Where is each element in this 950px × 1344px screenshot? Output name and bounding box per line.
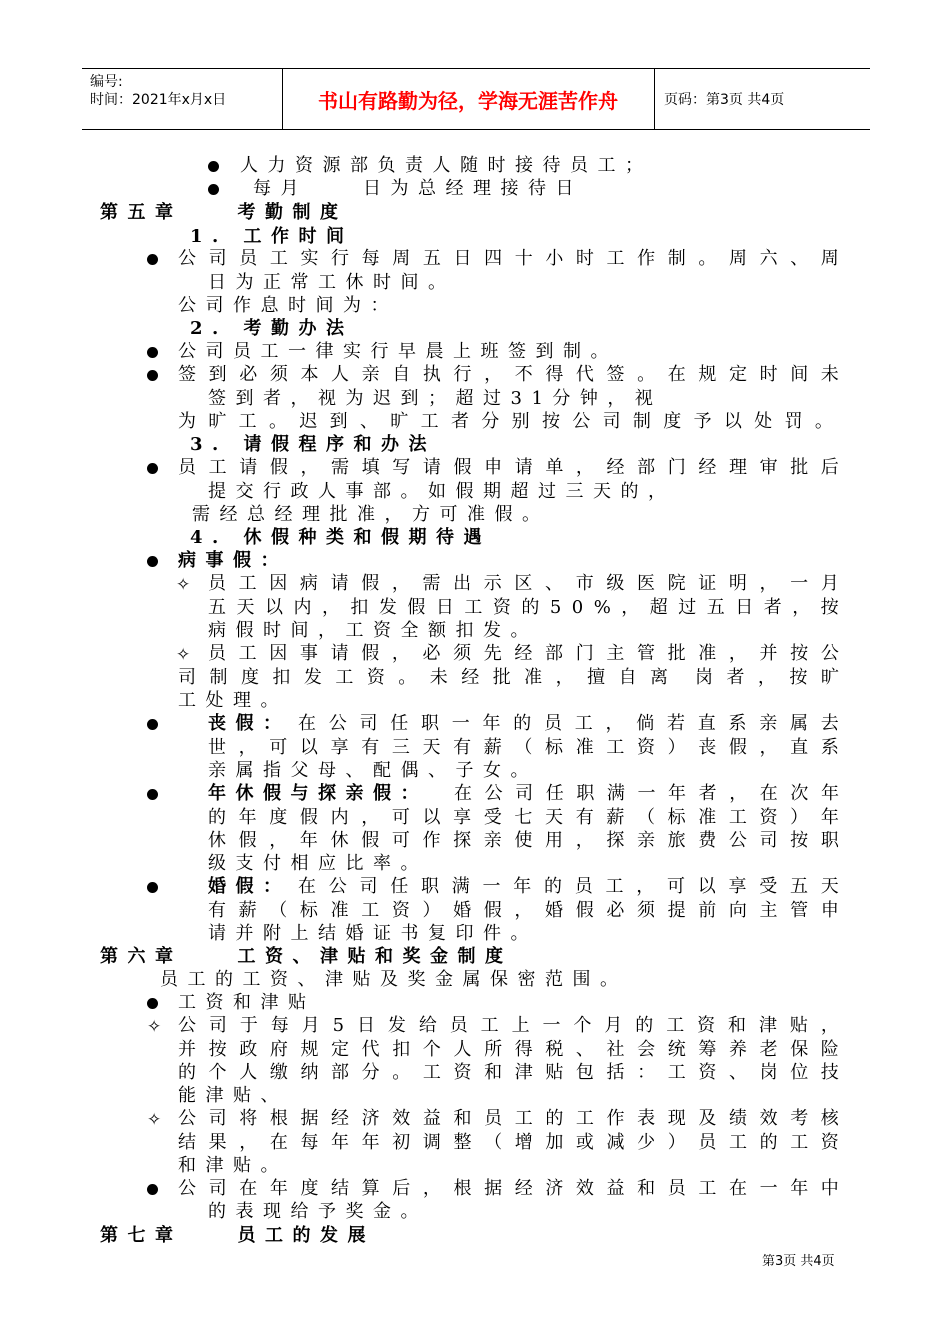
bullet-icon [208, 156, 219, 178]
header-meta [90, 73, 226, 109]
header-divider [654, 69, 655, 129]
text-line: 结 果 ， 在 每 年 年 初 调 整 （ 增 加 或 减 少 ） 员 工 的 工 资 [178, 1132, 839, 1153]
term-label: 年休假与探亲假： [208, 783, 428, 804]
text-line: 病事假： [178, 550, 288, 571]
section-heading: 4. 休假种类和假期待遇 [190, 527, 492, 548]
text-line: 和津贴。 [178, 1155, 288, 1176]
text-line: 人力资源部负责人随时接待员工； [240, 155, 653, 176]
section-heading: 3. 请假程序和办法 [190, 434, 437, 455]
text-line: 病假时间，工资全额扣发。 [208, 620, 538, 641]
bullet-icon [147, 342, 158, 364]
bullet-icon [147, 249, 158, 271]
diamond-star-icon: ✧ [147, 1017, 162, 1037]
text-line: 请并附上结婚证书复印件。 [208, 923, 538, 944]
text-line: 员 工 因 事 请 假 ， 必 须 先 经 部 门 主 管 批 准 ， 并 按 公 [208, 643, 839, 664]
text-line: 公 司 在 年 度 结 算 后 ， 根 据 经 济 效 益 和 员 工 在 一 年 中 [178, 1178, 839, 1199]
text-line: 公 司 员 工 实 行 每 周 五 日 四 十 小 时 工 作 制 。 周 六 、 周 [178, 248, 839, 269]
text-line: 亲属指父母、配偶、子女。 [208, 760, 538, 781]
bullet-icon [147, 458, 158, 480]
number-label: 编号: [90, 74, 123, 90]
text-line: 的 个 人 缴 纳 部 分 。 工 资 和 津 贴 包 括 ： 工 资 、 岗 位 技 [178, 1062, 839, 1083]
section-heading: 2. 考勤办法 [190, 318, 354, 339]
text-line: 级支付相应比率。 [208, 853, 428, 874]
diamond-star-icon: ✧ [147, 1110, 162, 1130]
bullet-icon [147, 365, 158, 387]
text-line: 在 公 司 任 职 满 一 年 的 员 工 ， 可 以 享 受 五 天 [298, 876, 839, 897]
chapter-heading: 第五章 考勤制度 [100, 202, 348, 223]
text-line: 公司员工一律实行早晨上班签到制。 [178, 341, 618, 362]
text-line: 并 按 政 府 规 定 代 扣 个 人 所 得 税 、 社 会 统 筹 养 老 保 险 [178, 1039, 839, 1060]
header-page-label: 页码：第3页 共4页 [664, 92, 785, 108]
text-line: 工处理。 [178, 690, 288, 711]
text-line: 休 假 ， 年 休 假 可 作 探 亲 使 用 ， 探 亲 旅 费 公 司 按 职 [208, 830, 839, 851]
text-line: 员工的工资、津贴及奖金属保密范围。 [160, 969, 628, 990]
text-line: 日为正常工休时间。 [208, 272, 456, 293]
text-line: 每月 日为总经理接待日 [253, 178, 583, 199]
term-label: 婚假： [208, 876, 291, 897]
text-line: 在 公 司 任 职 一 年 的 员 工 ， 倘 若 直 系 亲 属 去 [298, 713, 839, 734]
text-line: 的 年 度 假 内 ， 可 以 享 受 七 天 有 薪 （ 标 准 工 资 ） 年 [208, 807, 839, 828]
text-line: 公 司 于 每 月 5 日 发 给 员 工 上 一 个 月 的 工 资 和 津 贴 ， [178, 1015, 839, 1036]
bullet-icon [147, 784, 158, 806]
bullet-icon [208, 179, 219, 201]
text-line: 有 薪 （ 标 准 工 资 ） 婚 假 ， 婚 假 必 须 提 前 向 主 管 申 [208, 900, 839, 921]
text-line: 公司作息时间为： [178, 295, 398, 316]
bullet-icon [147, 551, 158, 573]
text-line: 能津贴、 [178, 1085, 288, 1106]
term-label: 丧假： [208, 713, 291, 734]
text-line: 员 工 因 病 请 假 ， 需 出 示 区 、 市 级 医 院 证 明 ， 一 月 [208, 573, 839, 594]
text-line: 在 公 司 任 职 满 一 年 者 ， 在 次 年 [454, 783, 839, 804]
text-line: 司 制 度 扣 发 工 资 。 未 经 批 准 ， 擅 自 离 岗 者 ， 按 旷 [178, 667, 839, 688]
page-header [82, 68, 870, 130]
text-line: 工资和津贴 [178, 992, 316, 1013]
text-line: 公 司 将 根 据 经 济 效 益 和 员 工 的 工 作 表 现 及 绩 效 考 核 [178, 1108, 839, 1129]
text-line: 签到者，视为迟到；超过31分钟，视 [208, 388, 663, 409]
diamond-star-icon: ✧ [176, 645, 191, 665]
header-motto: 书山有路勤为径，学海无涯苦作舟 [318, 89, 618, 113]
diamond-star-icon: ✧ [176, 575, 191, 595]
bullet-icon [147, 714, 158, 736]
text-line: 签 到 必 须 本 人 亲 自 执 行 ， 不 得 代 签 。 在 规 定 时 间 未 [178, 364, 839, 385]
text-line: 的表现给予奖金。 [208, 1201, 428, 1222]
bullet-icon [147, 877, 158, 899]
time-label: 时间：2021年x月x日 [90, 92, 227, 108]
text-line: 员 工 请 假 ， 需 填 写 请 假 申 请 单 ， 经 部 门 经 理 审 批 后 [178, 457, 839, 478]
text-line: 提交行政人事部。如假期超过三天的， [208, 481, 676, 502]
bullet-icon [147, 1179, 158, 1201]
chapter-heading: 第七章 员工的发展 [100, 1225, 375, 1246]
page-footer: 第3页 共4页 [762, 1254, 835, 1269]
section-heading: 1. 工作时间 [190, 226, 354, 247]
text-line: 需经总经理批准，方可准假。 [192, 504, 550, 525]
chapter-heading: 第六章 工资、津贴和奖金制度 [100, 946, 513, 967]
text-line: 为 旷 工 。 迟 到 、 旷 工 者 分 别 按 公 司 制 度 予 以 处 罚 。 [178, 411, 833, 432]
text-line: 五 天 以 内 ， 扣 发 假 日 工 资 的 5 0 % ， 超 过 五 日 者 ， 按 [208, 597, 839, 618]
text-line: 世 ， 可 以 享 有 三 天 有 薪 （ 标 准 工 资 ） 丧 假 ， 直 系 [208, 737, 839, 758]
bullet-icon [147, 993, 158, 1015]
